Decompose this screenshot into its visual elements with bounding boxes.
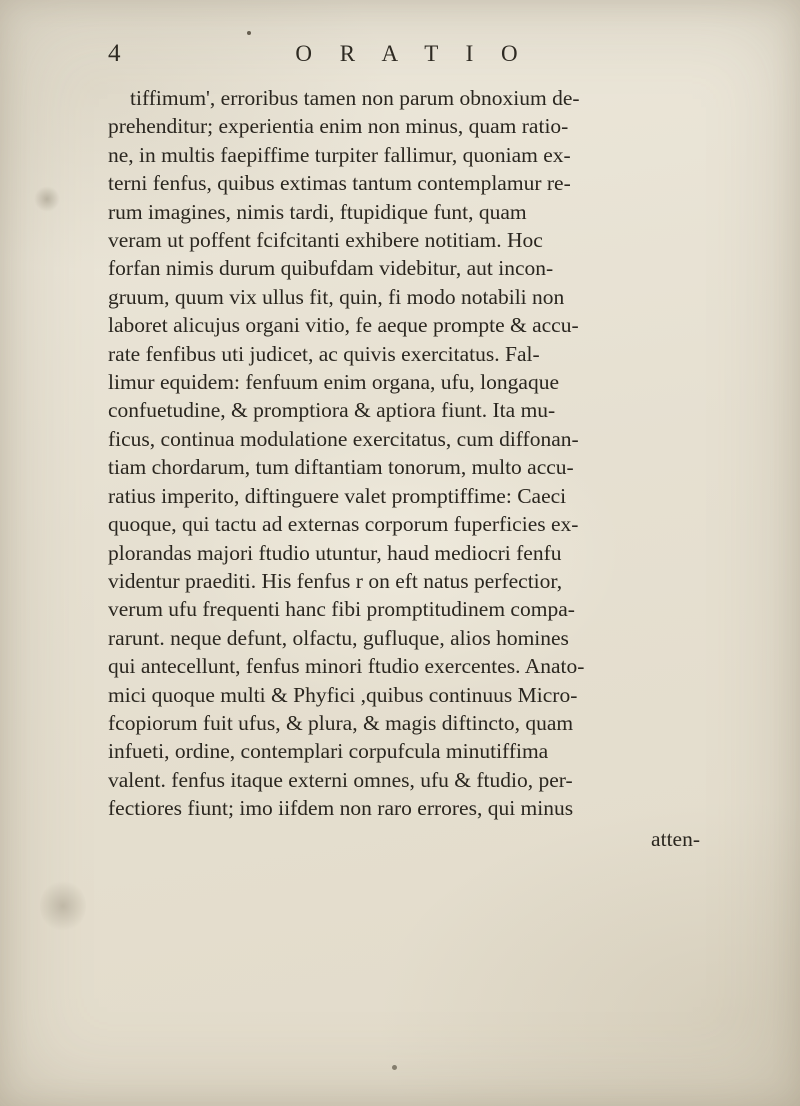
text-line: limur equidem: fenfuum enim organa, ufu, longaque (108, 370, 559, 395)
paper-smudge-lower-left (40, 880, 86, 932)
catchword: atten- (651, 826, 700, 851)
text-line: videntur praediti. His fenfus r on eft natus perfectior, (108, 568, 563, 593)
text-line: confuetudine, & promptiora & aptiora fiunt. Ita mu- (108, 398, 556, 423)
ink-speck-top (247, 31, 251, 35)
text-line: veram ut poffent fcifcitanti exhibere notitiam. Hoc (108, 228, 543, 253)
text-line: ficus, continua modulatione exercitatus, cum diffonan- (108, 426, 579, 451)
text-line: qui antecellunt, fenfus minori ftudio exercentes. Anato- (108, 654, 585, 679)
text-line: fectiores fiunt; imo iifdem non raro errores, qui minus (108, 796, 574, 821)
text-line: ratius imperito, diftinguere valet promptiffime: Caeci (108, 483, 567, 508)
text-line: ne, in multis faepiffime turpiter fallimur, quoniam ex- (108, 142, 571, 167)
text-line: plorandas majori ftudio utuntur, haud mediocri fenfu (108, 540, 562, 565)
running-head: O R A T I O (295, 41, 529, 66)
folio-number: 4 (108, 40, 121, 67)
ink-speck-bottom (392, 1065, 397, 1070)
text-line: terni fenfus, quibus extimas tantum contemplamur re- (108, 171, 571, 196)
text-line: valent. fenfus itaque externi omnes, ufu & ftudio, per- (108, 767, 573, 792)
text-line: rum imagines, nimis tardi, ftupidique funt, quam (108, 199, 527, 224)
text-line: mici quoque multi & Phyfici ,quibus continuus Micro- (108, 682, 578, 707)
body-text (108, 84, 708, 853)
text-line: verum ufu frequenti hanc fibi promptitudinem compa- (108, 597, 575, 622)
text-line: tiffimum', erroribus tamen non parum obnoxium de- (130, 86, 580, 110)
text-line: quoque, qui tactu ad externas corporum fuperficies ex- (108, 512, 579, 537)
text-line: gruum, quum vix ullus fit, quin, fi modo notabili non (108, 284, 565, 309)
text-line: forfan nimis durum quibufdam videbitur, aut incon- (108, 256, 554, 281)
text-line: infueti, ordine, contemplari corpufcula minutiffima (108, 739, 549, 764)
text-line: tiam chordarum, tum diftantiam tonorum, multo accu- (108, 455, 574, 480)
text-line: fcopiorum fuit ufus, & plura, & magis diftincto, quam (108, 710, 574, 735)
text-line: rarunt. neque defunt, olfactu, gufluque, alios homines (108, 625, 569, 650)
text-line: prehenditur; experientia enim non minus, quam ratio- (108, 114, 569, 139)
page-header (108, 40, 708, 68)
text-line: rate fenfibus uti judicet, ac quivis exercitatus. Fal- (108, 341, 540, 366)
paper-smudge-upper-left (34, 186, 60, 212)
text-line: laboret alicujus organi vitio, fe aeque prompte & accu- (108, 313, 579, 338)
page-content (108, 40, 708, 853)
